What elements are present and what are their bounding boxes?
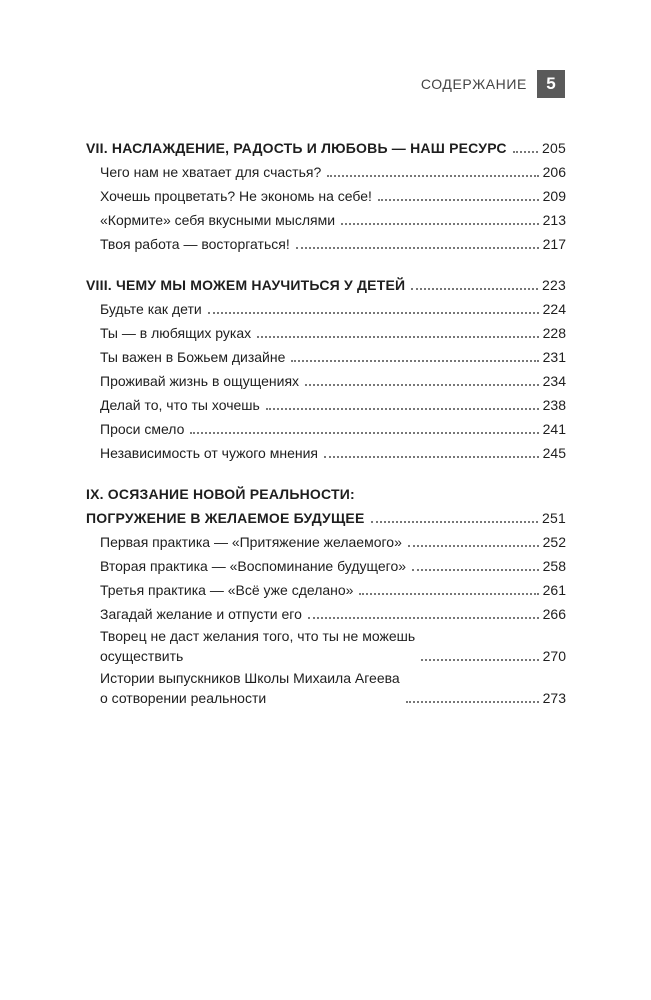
toc-entry[interactable] — [86, 530, 566, 554]
dot-leader — [341, 223, 539, 225]
dot-leader — [408, 545, 539, 547]
entry-title: Творец не даст желания того, что ты не можешь осуществить — [100, 628, 416, 664]
entry-title: Независимость от чужого мнения — [100, 445, 319, 461]
entry-title: Загадай желание и отпусти его — [100, 606, 302, 622]
page-ref: 252 — [542, 534, 566, 550]
toc-entry[interactable] — [86, 160, 566, 184]
toc-entry[interactable] — [86, 369, 566, 393]
entry-title: Третья практика — «Всё уже сделано» — [100, 582, 354, 598]
page-ref: 231 — [542, 349, 566, 365]
dot-leader — [190, 432, 538, 434]
toc-entry[interactable] — [86, 554, 566, 578]
dot-leader — [411, 288, 538, 290]
chapter-section — [86, 136, 566, 256]
page-ref: 238 — [542, 397, 566, 413]
page-ref: 224 — [542, 301, 566, 317]
dot-leader — [296, 247, 539, 249]
entry-title: Ты — в любящих руках — [100, 325, 252, 341]
toc-entry[interactable] — [86, 602, 566, 626]
toc-entry[interactable] — [86, 393, 566, 417]
entry-title: Первая практика — «Притяжение желаемого» — [100, 534, 402, 550]
dot-leader — [291, 360, 538, 362]
dot-leader — [421, 659, 538, 661]
dot-leader — [305, 384, 539, 386]
toc-entry[interactable] — [86, 441, 566, 465]
toc-entry[interactable] — [86, 232, 566, 256]
dot-leader — [378, 199, 539, 201]
dot-leader — [208, 312, 539, 314]
toc-entry[interactable] — [86, 626, 566, 668]
page-ref: 241 — [542, 421, 566, 437]
page-number-badge: 5 — [537, 70, 565, 98]
entry-title: Вторая практика — «Воспоминание будущего» — [100, 558, 407, 574]
page-ref: 205 — [542, 140, 566, 156]
dot-leader — [327, 175, 538, 177]
page-ref: 206 — [542, 164, 566, 180]
entry-title: Чего нам не хватает для счастья? — [100, 164, 322, 180]
page-ref: 273 — [542, 690, 566, 706]
toc-entry[interactable] — [86, 417, 566, 441]
entry-title: Проси смело — [100, 421, 185, 437]
running-header — [0, 70, 651, 98]
entry-title: Ты важен в Божьем дизайне — [100, 349, 286, 365]
page-ref: 266 — [542, 606, 566, 622]
toc-entry[interactable] — [86, 297, 566, 321]
page-ref: 258 — [542, 558, 566, 574]
chapter-title: VIII. ЧЕМУ МЫ МОЖЕМ НАУЧИТЬСЯ У ДЕТЕЙ — [86, 277, 406, 293]
dot-leader — [371, 521, 539, 523]
entry-title: Делай то, что ты хочешь — [100, 397, 260, 413]
chapter-section — [86, 273, 566, 465]
chapter-entry[interactable] — [86, 506, 566, 530]
toc-entry[interactable] — [86, 668, 566, 710]
page-ref: 234 — [542, 373, 566, 389]
chapter-section — [86, 482, 566, 710]
toc-entry[interactable] — [86, 578, 566, 602]
chapter-entry[interactable] — [86, 136, 566, 160]
page-ref: 213 — [542, 212, 566, 228]
toc-entry[interactable] — [86, 321, 566, 345]
dot-leader — [308, 617, 539, 619]
dot-leader — [412, 569, 539, 571]
dot-leader — [257, 336, 538, 338]
entry-title: «Кормите» себя вкусными мыслями — [100, 212, 336, 228]
header-title: СОДЕРЖАНИЕ — [420, 76, 527, 92]
page-ref: 217 — [542, 236, 566, 252]
toc-entry[interactable] — [86, 345, 566, 369]
toc-entry[interactable] — [86, 208, 566, 232]
entry-title: Твоя работа — восторгаться! — [100, 236, 290, 252]
entry-title: Проживай жизнь в ощущениях — [100, 373, 300, 389]
page-ref: 270 — [542, 648, 566, 664]
dot-leader — [266, 408, 539, 410]
entry-title: Будьте как дети — [100, 301, 202, 317]
page-ref: 245 — [542, 445, 566, 461]
chapter-title-line1: IX. ОСЯЗАНИЕ НОВОЙ РЕАЛЬНОСТИ: — [86, 486, 355, 502]
page-ref: 251 — [542, 510, 566, 526]
entry-title: Истории выпускников Школы Михаила Агеева о сотворении реальности — [100, 670, 400, 706]
page-ref: 223 — [542, 277, 566, 293]
page-ref: 261 — [542, 582, 566, 598]
entry-title: Хочешь процветать? Не экономь на себе! — [100, 188, 372, 204]
dot-leader — [359, 593, 538, 595]
page-ref: 209 — [542, 188, 566, 204]
dot-leader — [324, 456, 539, 458]
chapter-entry[interactable] — [86, 273, 566, 297]
chapter-title: VII. НАСЛАЖДЕНИЕ, РАДОСТЬ И ЛЮБОВЬ — НАШ РЕСУРС — [86, 140, 507, 156]
page-ref: 228 — [542, 325, 566, 341]
chapter-title: ПОГРУЖЕНИЕ В ЖЕЛАЕМОЕ БУДУЩЕЕ — [86, 510, 365, 526]
dot-leader — [406, 701, 539, 703]
dot-leader — [513, 151, 538, 153]
table-of-contents — [86, 136, 566, 727]
toc-entry[interactable] — [86, 184, 566, 208]
